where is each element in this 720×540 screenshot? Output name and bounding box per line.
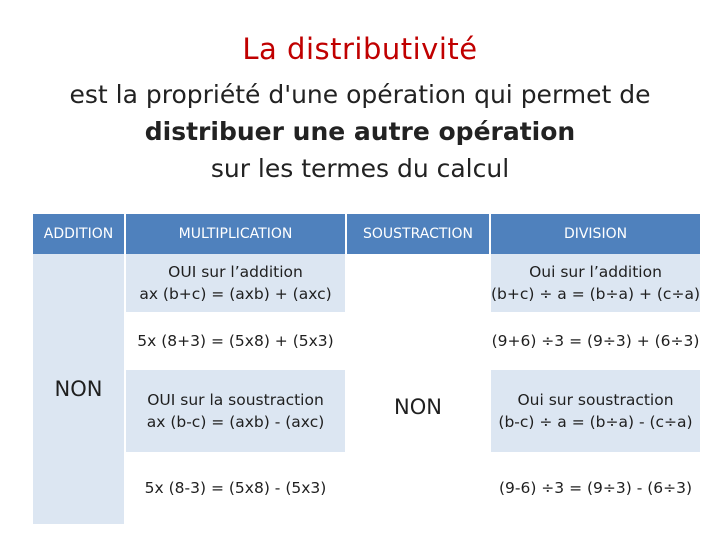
soustraction-non-cell — [346, 254, 490, 524]
div-example-add: (9+6) ÷3 = (9÷3) + (6÷3) — [490, 312, 700, 370]
distributivity-table — [33, 214, 700, 524]
mult-formula-add: ax (b+c) = (axb) + (axc) — [139, 285, 332, 303]
definition-line-2: distribuer une autre opération — [144, 117, 576, 146]
div-formula-add: (b+c) ÷ a = (b÷a) + (c÷a) — [491, 285, 700, 303]
div-cell-1 — [490, 254, 700, 312]
mult-label-add: OUI sur l’addition — [168, 263, 303, 281]
mult-example-add: 5x (8+3) = (5x8) + (5x3) — [125, 312, 346, 370]
div-example-sub: (9-6) ÷3 = (9÷3) - (6÷3) — [490, 452, 700, 524]
mult-cell-3 — [125, 370, 346, 452]
div-label-sub: Oui sur soustraction — [517, 391, 674, 409]
div-label-add: Oui sur l’addition — [529, 263, 662, 281]
header-division: DIVISION — [490, 214, 700, 254]
table-row — [33, 254, 700, 312]
definition-text — [0, 76, 720, 187]
mult-example-sub: 5x (8-3) = (5x8) - (5x3) — [125, 452, 346, 524]
mult-label-sub: OUI sur la soustraction — [147, 391, 324, 409]
header-soustraction: SOUSTRACTION — [346, 214, 490, 254]
definition-line-3: sur les termes du calcul — [210, 154, 510, 183]
mult-formula-sub: ax (b-c) = (axb) - (axc) — [146, 413, 325, 431]
soustraction-non-text: NON — [394, 395, 442, 419]
mult-cell-1 — [125, 254, 346, 312]
header-multiplication: MULTIPLICATION — [125, 214, 346, 254]
div-cell-3 — [490, 370, 700, 452]
addition-non-cell: NON — [33, 254, 125, 524]
div-formula-sub: (b-c) ÷ a = (b÷a) - (c÷a) — [498, 413, 693, 431]
page-title: La distributivité — [242, 32, 478, 66]
table-header-row — [33, 214, 700, 254]
header-addition: ADDITION — [33, 214, 125, 254]
definition-line-1: est la propriété d'une opération qui permet de — [69, 80, 651, 109]
